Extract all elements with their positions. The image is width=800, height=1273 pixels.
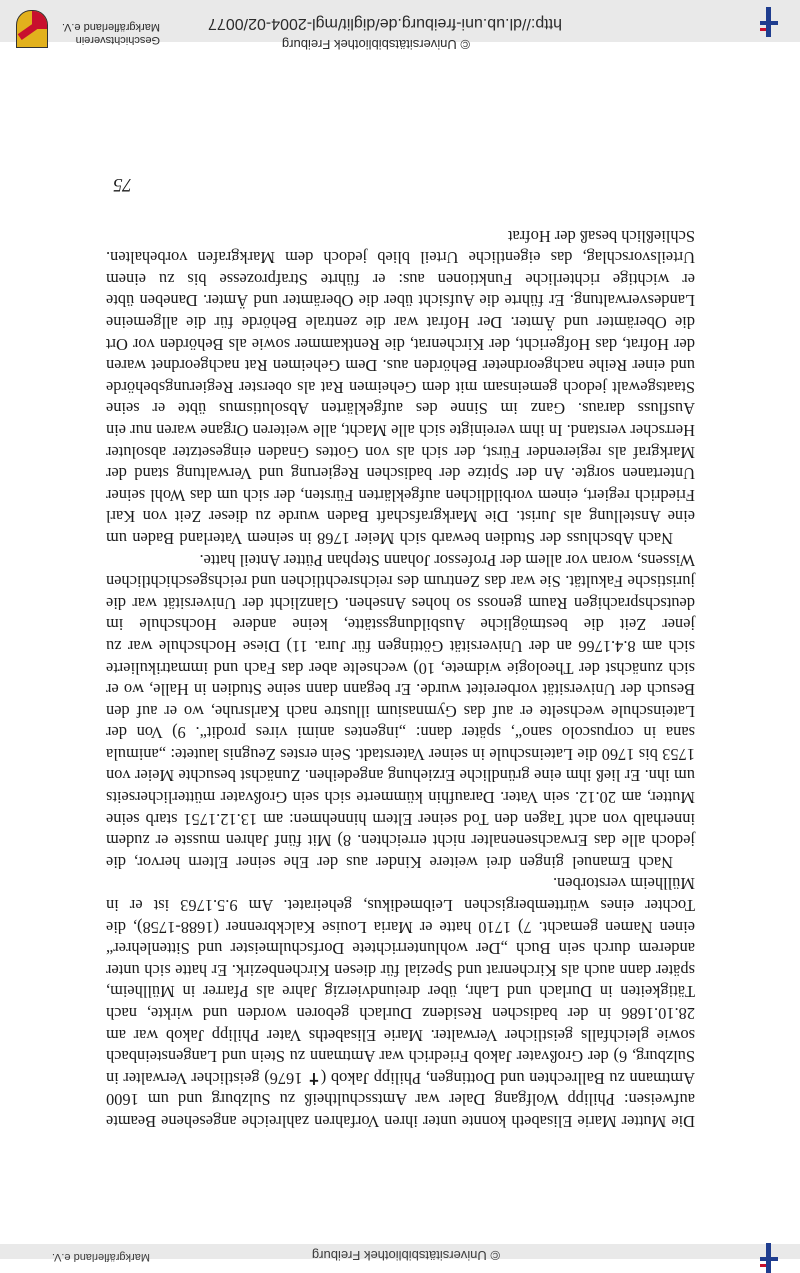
- footer-society: Markgräflerland e.V.: [51, 1251, 150, 1263]
- paragraph-3: Nach Abschluss der Studien bewarb sich Meier 1768 in seinem Vaterland Baden um eine Anstellung als Jurist. Die Markgrafschaft Baden wurde zu dieser Zeit von Karl Friedrich regiert, einem vorbildlichen aufgeklärten Fürsten, der sich um das Wohl seiner Untertanen sorgte. An der Spitze der badischen Regierung und Verwaltung stand der Markgraf als regierender Fürst, der sich als von Gottes Gnaden eingesetzter absoluter Herrscher verstand. In ihm vereinigte sich alle Macht, alle weiteren Organe waren nur ein Ausfluss daraus. Ganz im Sinne des aufgeklärten Absolutismus übte er seine Staatsgewalt jedoch gemeinsam mit dem Geheimen Rat als oberster Regierungsbehörde und einer Reihe nachgeordneter Behörden aus. Dem Geheimen Rat nachgeordnet waren der Hofrat, das Hofgericht, der Kirchenrat, die Rentkammer sowie als Behörden vor Ort die Oberämter und Ämter. Der Hofrat war die zentrale Behörde für die allgemeine Landesverwaltung. Er führte die Aufsicht über die Oberämter und Ämter. Daneben übte er wichtige richterliche Funktionen aus: er führte Strafprozesse bis zu einem Urteilsvorschlag, das eigentliche Urteil blieb jedoch dem Markgrafen vorbehalten. Schließlich besaß der Hofrat: [106, 226, 695, 548]
- footer-library-credit: © Universitätsbibliothek Freiburg: [311, 1248, 500, 1263]
- society-name: [62, 20, 160, 46]
- library-credit: © Universitätsbibliothek Freiburg: [281, 37, 470, 52]
- university-logo-icon: [760, 7, 778, 37]
- body-text: [106, 225, 695, 1132]
- society-line-1: Geschichtsverein: [75, 34, 160, 46]
- university-logo-icon-footer: [760, 1243, 778, 1273]
- society-line-2: Markgräflerland e.V.: [61, 21, 160, 33]
- page-number: 75: [113, 174, 132, 195]
- society-shield-icon: [16, 10, 48, 48]
- document-url-link[interactable]: http://dl.ub.uni-freiburg.de/diglit/mgl-2004-02/0077: [208, 15, 562, 32]
- paragraph-1: Die Mutter Marie Elisabeth konnte unter ihren Vorfahren zahlreiche angesehene Beamte aufweisen: Philipp Wolfgang Daler war Amtsschultheiß zu Sulzburg und um 1600 Amtmann zu Ballrechten und Dottingen, Philipp Jakob (✝ 1676) geistlicher Verwalter in Sulzburg, 6) der Großvater Jakob Friedrich war Amtmann zu Stein und Langensteinbach sowie gleichfalls geistlicher Verwalter. Marie Elisabeths Vater Philipp Jakob war am 28.10.1686 in der badischen Residenz Durlach geboren worden und wirkte, nach Tätigkeiten in Durlach und Lahr, über dreiundvierzig Jahre als Pfarrer in Müllheim, später dann auch als Kirchenrat und Spezial für diesen Kirchenbezirk. Er hatte sich unter anderem durch sein Buch „Der wohlunterrichtete Dorfschulmeister und Sittenlehrer“ einen Namen gemacht. 7) 1710 hatte er Maria Louise Kalckbrenner (1688-1758), die Tochter eines württembergischen Leibmedikus, geheiratet. Am 9.5.1763 ist er in Müllheim verstorben.: [106, 874, 695, 1131]
- paragraph-2: Nach Emanuel gingen drei weitere Kinder aus der Ehe seiner Eltern hervor, die jedoch alle das Erwachsenenalter nicht erreichten. 8) Mit fünf Jahren musste er zudem innerhalb von acht Tagen den Tod seiner Eltern hinnehmen: am 13.12.1751 starb seine Mutter, am 20.12. sein Vater. Daraufhin kümmerte sich sein Großvater mütterlicherseits um ihn. Er ließ ihm eine gründliche Erziehung angedeihen. Zunächst besuchte Meier von 1753 bis 1760 die Lateinschule in seiner Vaterstadt. Sein erstes Zeugnis lautete: „animula sana in corpuscolo sano“, später dann: „ingentes animi vires prodit“. 9) Von der Lateinschule wechselte er auf das Gymnasium illustre nach Karlsruhe, wo er auf den Besuch der Universität vorbereitet wurde. Er begann dann seine Studien in Halle, wo er sich zunächst der Theologie widmete, 10) wechselte aber das Fach und immatrikulierte sich am 8.4.1766 an der Universität Göttingen für Jura. 11) Diese Hochschule war zu jener Zeit die bestmögliche Ausbildungsstätte, keine andere Hochschule im deutschsprachigen Raum genoss so hohes Ansehen. Glanzlicht der Universität war die juristische Fakultät. Sie war das Zentrum des reichsrechtlichen und reichsgeschichtlichen Wissens, woran vor allem der Professor Johann Stephan Pütter Anteil hatte.: [106, 550, 695, 872]
